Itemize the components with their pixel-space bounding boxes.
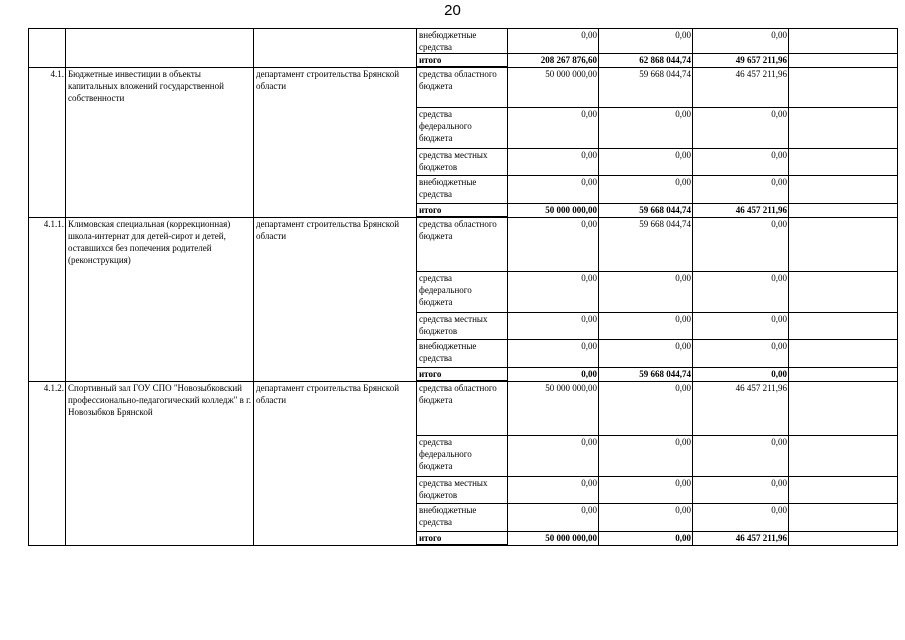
amount-year-3: 49 657 211,96 bbox=[693, 54, 789, 68]
amount-year-2: 0,00 bbox=[599, 148, 693, 175]
responsible-department: департамент строительства Брянской области bbox=[254, 67, 417, 217]
funding-source: внебюджетные средства bbox=[417, 175, 508, 203]
amount-year-2: 0,00 bbox=[599, 381, 693, 435]
funding-source: итого bbox=[417, 54, 508, 68]
empty-cell bbox=[789, 29, 898, 54]
amount-year-3: 0,00 bbox=[693, 175, 789, 203]
amount-year-2: 0,00 bbox=[599, 476, 693, 503]
table-body bbox=[29, 29, 898, 546]
amount-year-3: 0,00 bbox=[693, 339, 789, 367]
responsible-department: департамент строительства Брянской области bbox=[254, 217, 417, 381]
responsible-department: департамент строительства Брянской области bbox=[254, 381, 417, 545]
amount-year-1: 0,00 bbox=[508, 339, 599, 367]
amount-year-1: 0,00 bbox=[508, 107, 599, 148]
empty-cell bbox=[789, 531, 898, 545]
amount-year-1: 0,00 bbox=[508, 503, 599, 531]
funding-source: внебюджетные средства bbox=[417, 503, 508, 531]
empty-cell bbox=[789, 271, 898, 312]
amount-year-3: 0,00 bbox=[693, 435, 789, 476]
amount-year-2: 0,00 bbox=[599, 435, 693, 476]
empty-cell bbox=[789, 503, 898, 531]
amount-year-2: 0,00 bbox=[599, 29, 693, 54]
amount-year-1: 0,00 bbox=[508, 312, 599, 339]
empty-cell bbox=[789, 175, 898, 203]
amount-year-2: 0,00 bbox=[599, 271, 693, 312]
empty-cell bbox=[789, 339, 898, 367]
amount-year-1: 0,00 bbox=[508, 217, 599, 271]
table-row bbox=[29, 217, 898, 271]
responsible-department bbox=[254, 29, 417, 68]
amount-year-3: 0,00 bbox=[693, 217, 789, 271]
empty-cell bbox=[789, 107, 898, 148]
amount-year-3: 0,00 bbox=[693, 148, 789, 175]
funding-source: средства местных бюджетов bbox=[417, 476, 508, 503]
amount-year-3: 0,00 bbox=[693, 312, 789, 339]
amount-year-1: 0,00 bbox=[508, 175, 599, 203]
empty-cell bbox=[789, 217, 898, 271]
funding-source: внебюджетные средства bbox=[417, 29, 508, 54]
amount-year-3: 0,00 bbox=[693, 367, 789, 381]
amount-year-2: 0,00 bbox=[599, 175, 693, 203]
amount-year-3: 0,00 bbox=[693, 476, 789, 503]
budget-table bbox=[28, 28, 898, 546]
funding-source: средства областного бюджета bbox=[417, 67, 508, 107]
item-name: Бюджетные инвестиции в объекты капитальных вложений государственной собственности bbox=[66, 67, 254, 217]
amount-year-1: 0,00 bbox=[508, 476, 599, 503]
item-number bbox=[29, 29, 66, 68]
amount-year-3: 46 457 211,96 bbox=[693, 67, 789, 107]
empty-cell bbox=[789, 54, 898, 68]
table-row bbox=[29, 67, 898, 107]
item-name: Спортивный зал ГОУ СПО "Новозыбковский профессионально-педагогический колледж" в г. Новозыбков Брянской bbox=[66, 381, 254, 545]
funding-source: средства местных бюджетов bbox=[417, 312, 508, 339]
funding-source: средства областного бюджета bbox=[417, 381, 508, 435]
amount-year-3: 0,00 bbox=[693, 271, 789, 312]
amount-year-3: 0,00 bbox=[693, 503, 789, 531]
table-row bbox=[29, 381, 898, 435]
item-name bbox=[66, 29, 254, 68]
empty-cell bbox=[789, 367, 898, 381]
empty-cell bbox=[789, 312, 898, 339]
amount-year-2: 62 868 044,74 bbox=[599, 54, 693, 68]
empty-cell bbox=[789, 476, 898, 503]
amount-year-1: 50 000 000,00 bbox=[508, 203, 599, 217]
amount-year-1: 0,00 bbox=[508, 271, 599, 312]
amount-year-1: 0,00 bbox=[508, 148, 599, 175]
item-number: 4.1.2. bbox=[29, 381, 66, 545]
amount-year-2: 0,00 bbox=[599, 107, 693, 148]
funding-source: средства федерального бюджета bbox=[417, 271, 508, 312]
funding-source: средства федерального бюджета bbox=[417, 435, 508, 476]
amount-year-2: 0,00 bbox=[599, 312, 693, 339]
amount-year-2: 0,00 bbox=[599, 503, 693, 531]
empty-cell bbox=[789, 203, 898, 217]
empty-cell bbox=[789, 67, 898, 107]
empty-cell bbox=[789, 435, 898, 476]
funding-source: внебюджетные средства bbox=[417, 339, 508, 367]
amount-year-1: 0,00 bbox=[508, 435, 599, 476]
amount-year-1: 50 000 000,00 bbox=[508, 381, 599, 435]
amount-year-2: 59 668 044,74 bbox=[599, 67, 693, 107]
funding-source: средства местных бюджетов bbox=[417, 148, 508, 175]
amount-year-2: 59 668 044,74 bbox=[599, 203, 693, 217]
amount-year-3: 0,00 bbox=[693, 29, 789, 54]
amount-year-1: 50 000 000,00 bbox=[508, 531, 599, 545]
amount-year-1: 208 267 876,60 bbox=[508, 54, 599, 68]
amount-year-3: 46 457 211,96 bbox=[693, 203, 789, 217]
funding-source: средства областного бюджета bbox=[417, 217, 508, 271]
amount-year-2: 59 668 044,74 bbox=[599, 367, 693, 381]
funding-source: итого bbox=[417, 203, 508, 217]
item-number: 4.1. bbox=[29, 67, 66, 217]
table-row bbox=[29, 29, 898, 54]
funding-source: итого bbox=[417, 531, 508, 545]
amount-year-1: 0,00 bbox=[508, 367, 599, 381]
funding-source: итого bbox=[417, 367, 508, 381]
amount-year-3: 0,00 bbox=[693, 107, 789, 148]
amount-year-3: 46 457 211,96 bbox=[693, 381, 789, 435]
empty-cell bbox=[789, 148, 898, 175]
amount-year-2: 0,00 bbox=[599, 531, 693, 545]
item-name: Климовская специальная (коррекционная) школа-интернат для детей-сирот и детей, оставшихся без попечения родителей (реконструкция) bbox=[66, 217, 254, 381]
amount-year-1: 0,00 bbox=[508, 29, 599, 54]
amount-year-2: 0,00 bbox=[599, 339, 693, 367]
amount-year-2: 59 668 044,74 bbox=[599, 217, 693, 271]
funding-source: средства федерального бюджета bbox=[417, 107, 508, 148]
empty-cell bbox=[789, 381, 898, 435]
amount-year-1: 50 000 000,00 bbox=[508, 67, 599, 107]
page-number: 20 bbox=[444, 2, 461, 19]
item-number: 4.1.1. bbox=[29, 217, 66, 381]
amount-year-3: 46 457 211,96 bbox=[693, 531, 789, 545]
